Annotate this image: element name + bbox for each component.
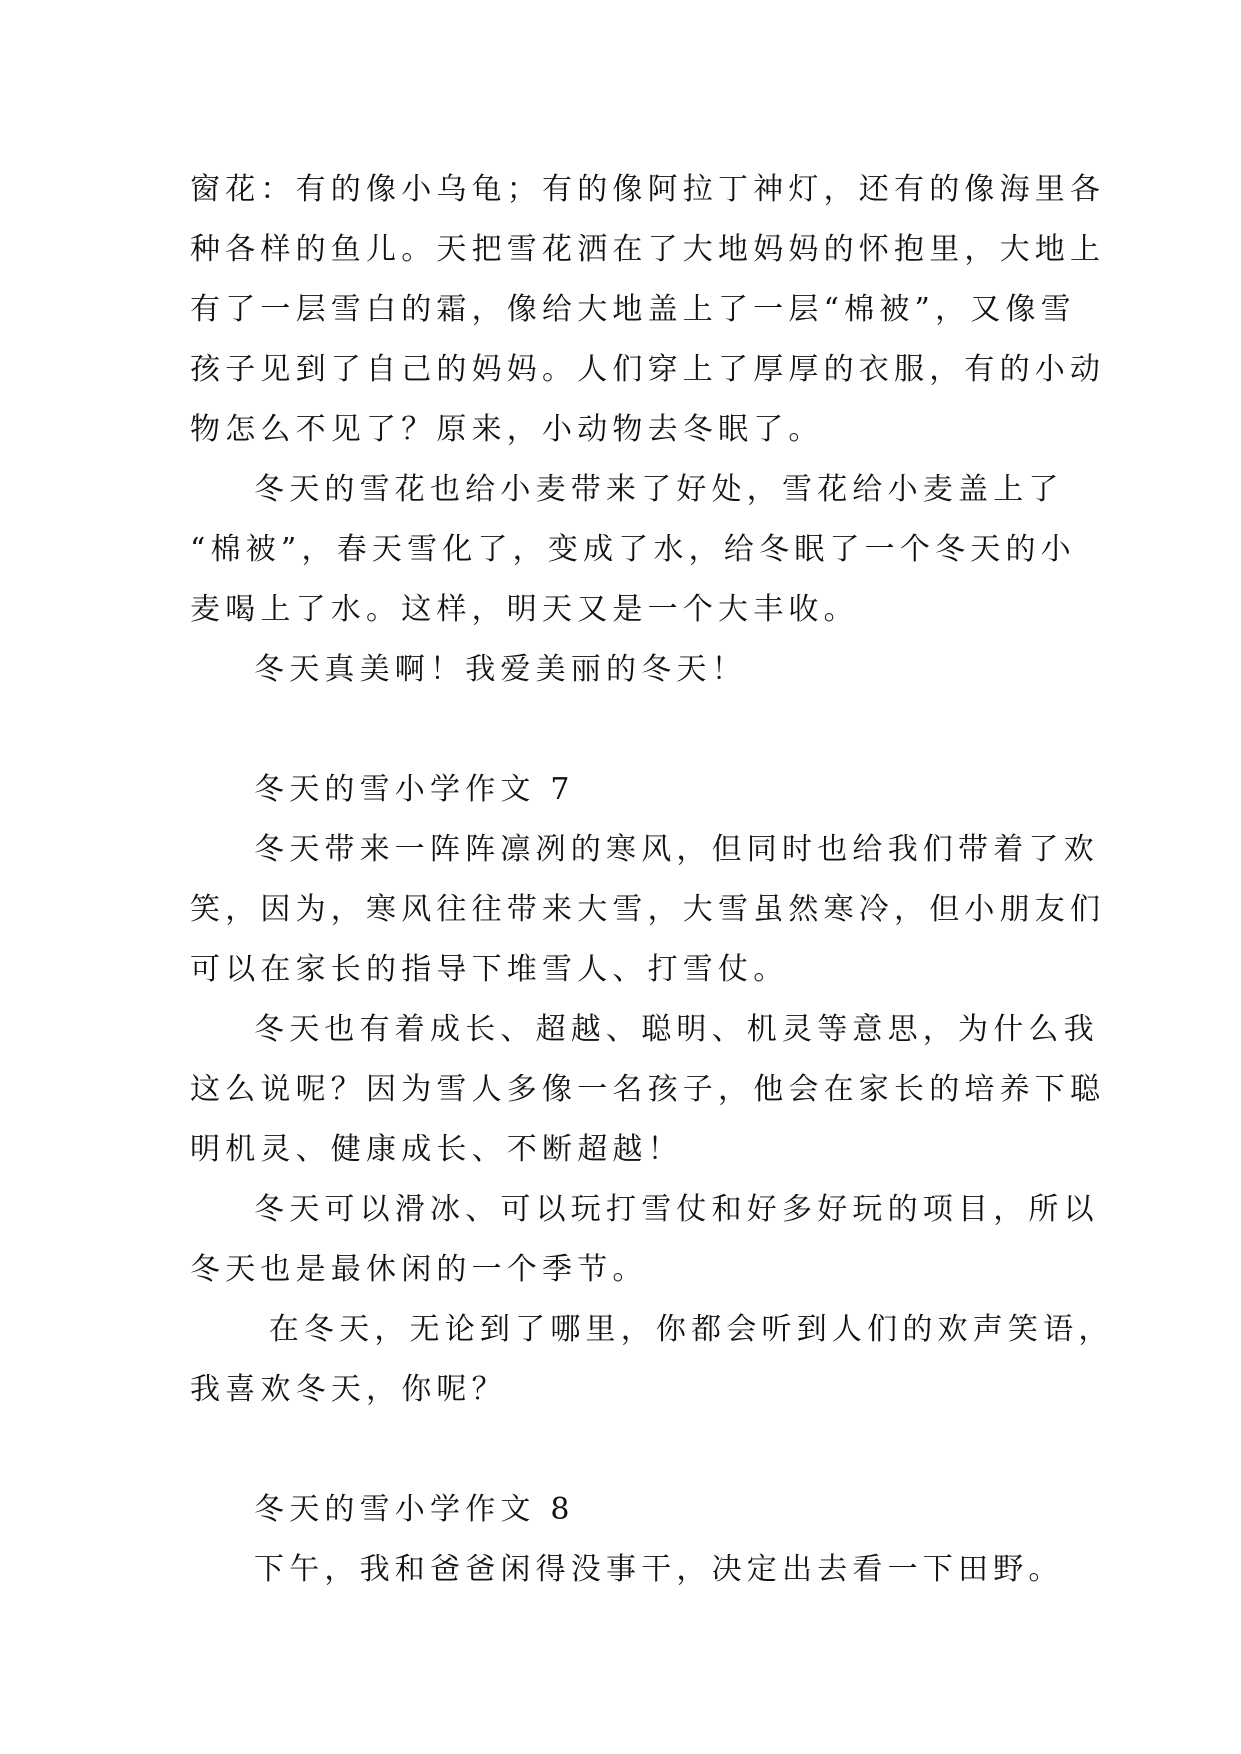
text-line: 明机灵、健康成长、不断超越！ <box>190 1132 683 1167</box>
text-line: 这么说呢？因为雪人多像一名孩子，他会在家长的培养下聪 <box>190 1072 1106 1107</box>
document-page <box>190 160 1114 1600</box>
text-line: “棉被”，春天雪化了，变成了水，给冬眠了一个冬天的小 <box>190 532 1076 567</box>
essay-title: 冬天的雪小学作文 8 <box>254 1492 575 1527</box>
text-line: 麦喝上了水。这样，明天又是一个大丰收。 <box>190 592 859 627</box>
section-gap <box>190 700 1050 760</box>
essay-title: 冬天的雪小学作文 7 <box>254 772 575 807</box>
text-line: 种各样的鱼儿。天把雪花洒在了大地妈妈的怀抱里，大地上 <box>190 232 1106 267</box>
text-line: 冬天也是最休闲的一个季节。 <box>190 1252 648 1287</box>
text-line: 窗花：有的像小乌龟；有的像阿拉丁神灯，还有的像海里各 <box>190 172 1106 207</box>
text-line: 冬天也有着成长、超越、聪明、机灵等意思，为什么我 <box>254 1012 1099 1047</box>
text-line: 下午，我和爸爸闲得没事干，决定出去看一下田野。 <box>254 1552 1064 1587</box>
text-line: 在冬天，无论到了哪里，你都会听到人们的欢声笑语， <box>254 1312 1114 1347</box>
text-line: 笑，因为，寒风往往带来大雪，大雪虽然寒冷，但小朋友们 <box>190 892 1106 927</box>
paragraph <box>190 1540 1064 1600</box>
text-line: 可以在家长的指导下堆雪人、打雪仗。 <box>190 952 789 987</box>
section-gap <box>190 1420 1050 1480</box>
essay-section <box>190 1480 1064 1600</box>
text-line: 物怎么不见了？原来，小动物去冬眠了。 <box>190 412 824 447</box>
text-line: 冬天真美啊！我爱美丽的冬天！ <box>254 652 747 687</box>
text-line: 有了一层雪白的霜，像给大地盖上了一层“棉被”，又像雪 <box>190 292 1076 327</box>
paragraph <box>190 820 1106 1000</box>
text-line: 冬天的雪花也给小麦带来了好处，雪花给小麦盖上了 <box>254 472 1064 507</box>
paragraph <box>190 160 1106 460</box>
paragraph <box>190 640 1050 700</box>
paragraph <box>190 1300 1114 1420</box>
paragraph <box>190 1000 1106 1180</box>
essay-section <box>190 760 1114 1420</box>
text-line: 冬天带来一阵阵凛冽的寒风，但同时也给我们带着了欢 <box>254 832 1099 867</box>
text-line: 孩子见到了自己的妈妈。人们穿上了厚厚的衣服，有的小动 <box>190 352 1106 387</box>
text-line: 冬天可以滑冰、可以玩打雪仗和好多好玩的项目，所以 <box>254 1192 1099 1227</box>
paragraph <box>190 1180 1099 1300</box>
text-line: 我喜欢冬天，你呢？ <box>190 1372 507 1407</box>
paragraph <box>190 460 1076 640</box>
